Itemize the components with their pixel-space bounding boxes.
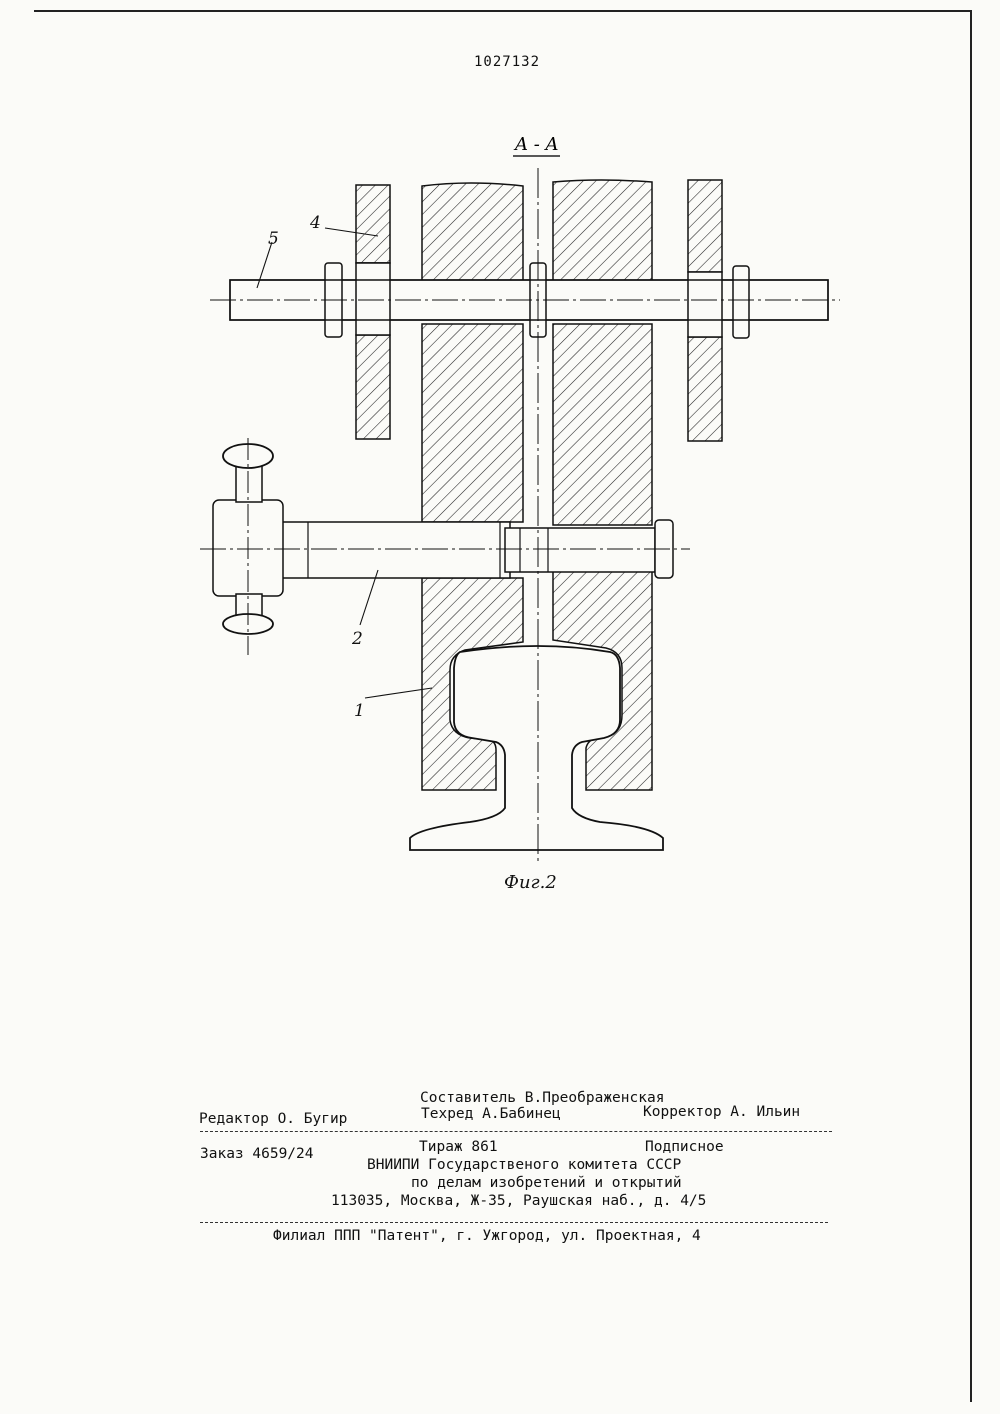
subscription-line: Подписное	[645, 1139, 724, 1155]
order-line: Заказ 4659/24	[200, 1146, 314, 1162]
branch-line: Филиал ППП "Патент", г. Ужгород, ул. Проектная, 4	[273, 1228, 701, 1244]
patent-number: 1027132	[474, 54, 541, 70]
callout-1: 1	[354, 701, 365, 721]
editor-line: Редактор О. Бугир	[199, 1111, 348, 1127]
techred-line: Техред А.Бабинец	[421, 1106, 561, 1122]
corrector-line: Корректор А. Ильин	[643, 1104, 801, 1120]
compiler-line: Составитель В.Преображенская	[420, 1090, 665, 1106]
section-label	[513, 134, 560, 156]
org-line-2: по делам изобретений и открытий	[411, 1175, 682, 1191]
circulation-line: Тираж 861	[419, 1139, 498, 1155]
address-line: 113035, Москва, Ж-35, Раушская наб., д. 4/5	[331, 1193, 707, 1209]
org-line-1: ВНИИПИ Государственого комитета СССР	[367, 1157, 682, 1173]
dashed-rule-2	[200, 1222, 828, 1223]
section-label-text: A - A	[515, 134, 559, 155]
figure-caption: Фиг.2	[504, 872, 557, 893]
callout-4: 4	[310, 213, 321, 233]
dashed-rule-1	[200, 1131, 832, 1132]
callout-2: 5	[268, 229, 279, 249]
callout-5: 2	[352, 629, 363, 649]
top-shaft	[210, 263, 840, 338]
